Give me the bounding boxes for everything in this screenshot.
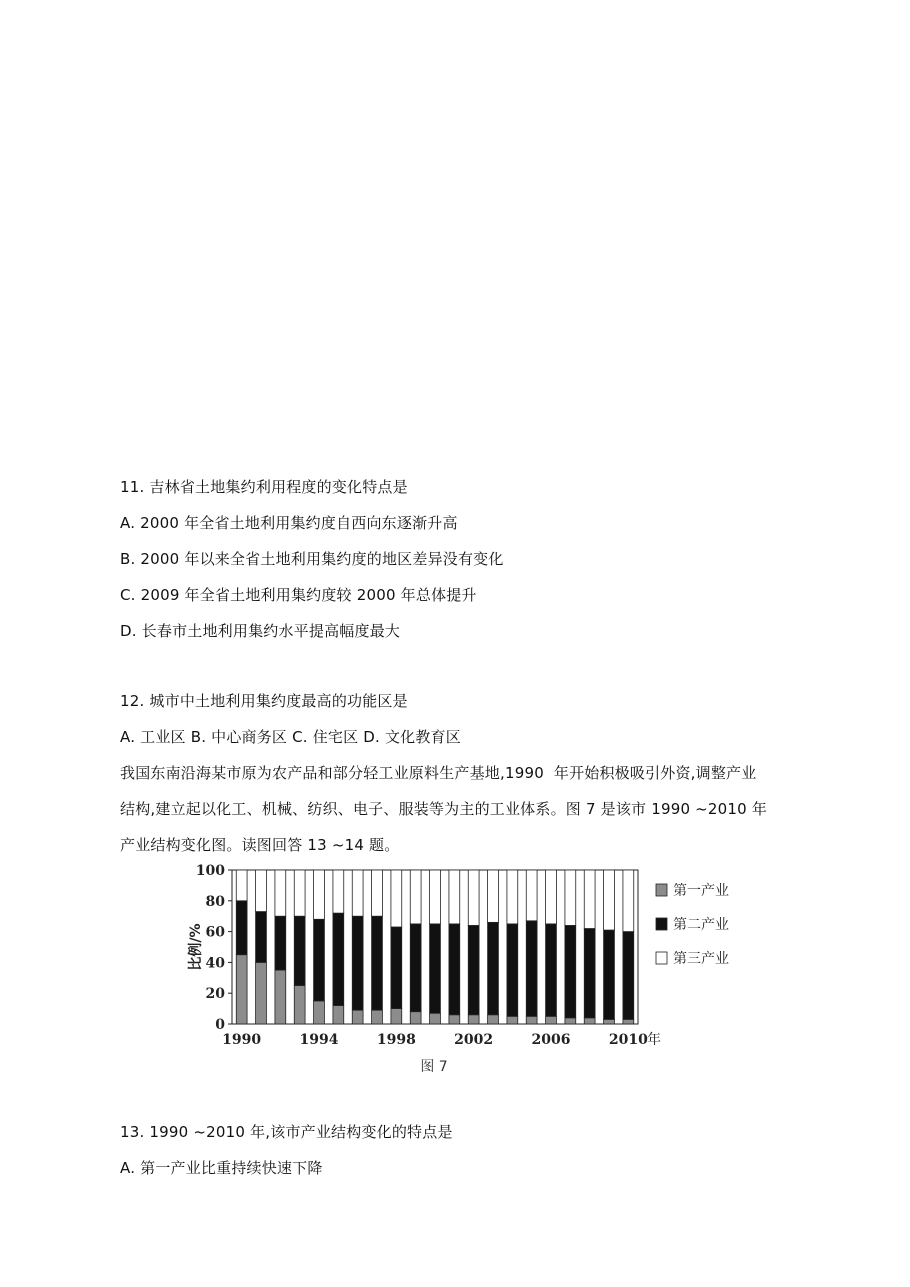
legend-swatch-1 [656,884,667,896]
bar-tertiary-1993 [294,870,305,916]
bar-secondary-1999 [410,924,421,1012]
bar-primary-1990 [236,955,247,1024]
bar-primary-1998 [391,1009,402,1024]
bar-primary-2002 [468,1015,479,1024]
bar-tertiary-2001 [449,870,460,924]
q12-options: A. 工业区 B. 中心商务区 C. 住宅区 D. 文化教育区 [120,728,461,746]
q11-stem: 11. 吉林省土地集约利用程度的变化特点是 [120,478,408,496]
bar-tertiary-1996 [352,870,363,916]
bar-secondary-2002 [468,925,479,1014]
bar-tertiary-1995 [333,870,344,913]
bar-tertiary-2005 [526,870,537,921]
x-tick-label: 2002 [454,1032,494,1048]
legend-label-2: 第二产业 [673,917,729,933]
x-tick-label: 2010 [608,1032,648,1048]
x-tick-label: 1998 [376,1032,416,1048]
bar-tertiary-2007 [565,870,576,925]
bar-primary-2010 [623,1019,634,1024]
q13-option-a: A. 第一产业比重持续快速下降 [120,1159,323,1177]
q11-option-b: B. 2000 年以来全省土地利用集约度的地区差异没有变化 [120,550,504,568]
bar-primary-2007 [565,1018,576,1024]
y-tick-label: 60 [205,924,225,941]
x-tick-label: 1994 [299,1032,339,1048]
bar-primary-1992 [275,970,286,1024]
bar-primary-2005 [526,1016,537,1024]
bar-tertiary-2000 [430,870,441,924]
bar-tertiary-1991 [256,870,267,912]
q11-option-c: C. 2009 年全省土地利用集约度较 2000 年总体提升 [120,586,477,604]
passage-line-2: 结构,建立起以化工、机械、纺织、电子、服装等为主的工业体系。图 7 是该市 1990 ~2010 年 [120,800,768,818]
passage-line-1: 我国东南沿海某市原为农产品和部分轻工业原料生产基地,1990 年开始积极吸引外资,调整产业 [120,764,757,782]
y-tick-label: 40 [205,955,225,972]
bar-secondary-2008 [584,929,595,1018]
legend-swatch-2 [656,918,667,930]
bar-secondary-2003 [488,922,499,1014]
bar-tertiary-2003 [488,870,499,922]
bar-secondary-1992 [275,916,286,970]
y-tick-label: 80 [205,893,225,910]
q11-option-a: A. 2000 年全省土地利用集约度自西向东逐渐升高 [120,514,458,532]
bar-primary-1996 [352,1010,363,1024]
y-tick-label: 20 [205,986,225,1003]
bar-secondary-1998 [391,927,402,1009]
q12-stem: 12. 城市中土地利用集约度最高的功能区是 [120,692,408,710]
bar-primary-1995 [333,1006,344,1024]
bar-secondary-2010 [623,932,634,1020]
bar-primary-1993 [294,986,305,1025]
bar-secondary-2005 [526,921,537,1016]
figure-caption: 图 7 [420,1059,448,1075]
bar-secondary-2009 [604,930,615,1019]
y-tick-label: 0 [215,1017,225,1033]
bar-secondary-1997 [372,916,383,1010]
bar-tertiary-1998 [391,870,402,927]
bar-primary-1999 [410,1012,421,1024]
bar-secondary-2001 [449,924,460,1015]
bar-tertiary-2006 [546,870,557,924]
legend-label-3: 第三产业 [673,951,729,967]
legend-swatch-3 [656,952,667,964]
bar-primary-2008 [584,1018,595,1024]
bar-primary-1991 [256,962,267,1024]
figure-7-chart [186,858,746,1078]
y-axis-label: 比例/% [188,923,204,971]
bar-secondary-2007 [565,925,576,1017]
bar-tertiary-2004 [507,870,518,924]
bar-tertiary-2008 [584,870,595,929]
passage-line-3: 产业结构变化图。读图回答 13 ~14 题。 [120,836,400,854]
x-tick-label: 1990 [222,1032,262,1048]
bar-primary-1994 [314,1001,325,1024]
bar-primary-2001 [449,1015,460,1024]
q13-stem: 13. 1990 ~2010 年,该市产业结构变化的特点是 [120,1123,453,1141]
bar-primary-2000 [430,1013,441,1024]
bar-secondary-2004 [507,924,518,1016]
bar-secondary-1993 [294,916,305,985]
bar-tertiary-1999 [410,870,421,924]
bar-primary-1997 [372,1010,383,1024]
bar-tertiary-1992 [275,870,286,916]
bar-secondary-1995 [333,913,344,1005]
bar-tertiary-1997 [372,870,383,916]
bar-secondary-1996 [352,916,363,1010]
bar-primary-2006 [546,1016,557,1024]
bar-tertiary-1994 [314,870,325,919]
y-tick-label: 100 [195,863,225,879]
bar-secondary-2000 [430,924,441,1013]
bar-secondary-1990 [236,901,247,955]
bar-primary-2009 [604,1019,615,1024]
q11-option-d: D. 长春市土地利用集约水平提高幅度最大 [120,622,401,640]
x-axis-unit: 年 [647,1032,661,1048]
bar-secondary-1994 [314,919,325,1001]
bar-tertiary-2002 [468,870,479,925]
bar-secondary-1991 [256,912,267,963]
bar-primary-2003 [488,1015,499,1024]
bar-tertiary-2009 [604,870,615,930]
x-tick-label: 2006 [531,1032,571,1048]
bar-primary-2004 [507,1016,518,1024]
bar-secondary-2006 [546,924,557,1016]
legend-label-1: 第一产业 [673,883,729,899]
bar-tertiary-1990 [236,870,247,901]
bar-tertiary-2010 [623,870,634,932]
